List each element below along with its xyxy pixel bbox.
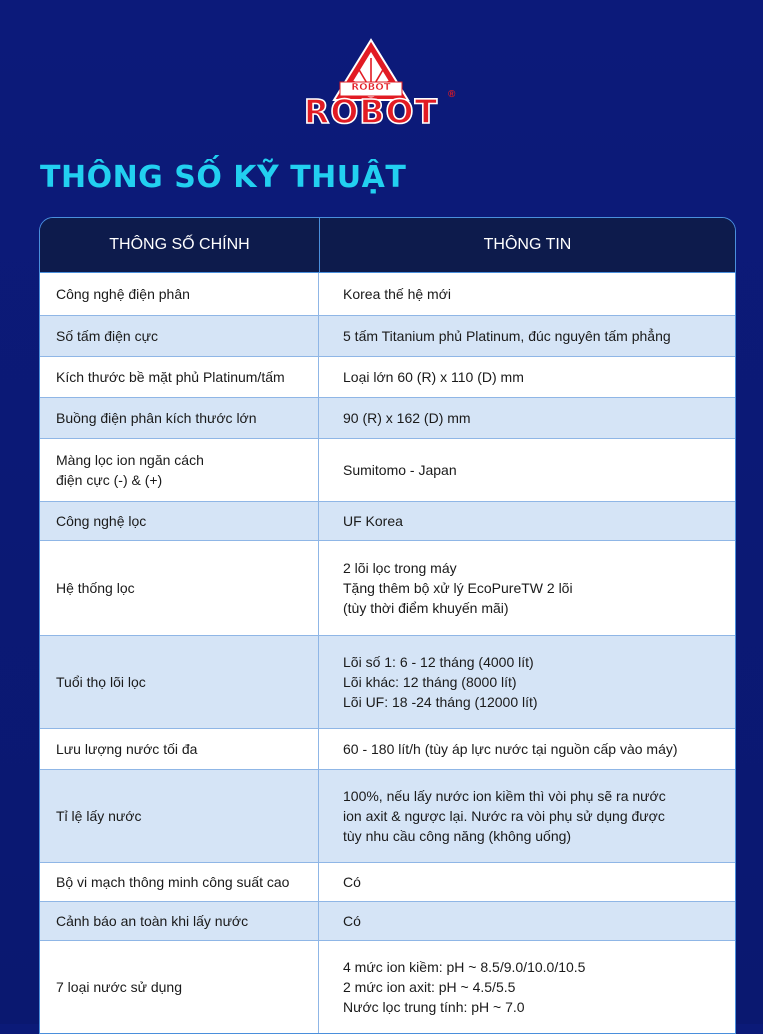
- spec-value-line: (tùy thời điểm khuyến mãi): [343, 600, 509, 616]
- spec-table: [39, 217, 736, 1034]
- spec-label-line: Màng lọc ion ngăn cách: [56, 452, 204, 468]
- table-row: [40, 729, 735, 770]
- registered-mark: ®: [448, 89, 456, 100]
- spec-value-line: Korea thế hệ mới: [343, 286, 452, 302]
- table-row: [40, 941, 735, 1033]
- logo-main-text: ROBOT: [303, 92, 439, 131]
- spec-value-line: Có: [343, 874, 361, 890]
- spec-value-line: Lõi UF: 18 -24 tháng (12000 lít): [343, 694, 538, 710]
- logo-small-text: ROBOT: [351, 82, 391, 93]
- table-row: [40, 273, 735, 316]
- spec-value-line: Tặng thêm bộ xử lý EcoPureTW 2 lõi: [343, 580, 573, 596]
- table-row: [40, 398, 735, 439]
- table-body: [40, 273, 735, 1033]
- spec-label-line: Công nghệ lọc: [56, 513, 147, 529]
- spec-label-line: Bộ vi mạch thông minh công suất cao: [56, 874, 290, 890]
- spec-label: [40, 439, 319, 501]
- spec-label: [40, 273, 319, 315]
- table-row: [40, 636, 735, 729]
- spec-value-line: 60 - 180 lít/h (tùy áp lực nước tại nguồn cấp vào máy): [343, 741, 678, 757]
- spec-value-line: 5 tấm Titanium phủ Platinum, đúc nguyên tấm phẳng: [343, 328, 671, 344]
- spec-value: [319, 357, 735, 397]
- table-row: [40, 357, 735, 398]
- header-info: THÔNG TIN: [483, 236, 572, 253]
- spec-value-line: 90 (R) x 162 (D) mm: [343, 410, 471, 426]
- spec-value: [319, 902, 735, 940]
- spec-value: [319, 941, 735, 1033]
- spec-value-line: Loại lớn 60 (R) x 110 (D) mm: [343, 369, 524, 385]
- spec-label: [40, 357, 319, 397]
- spec-value: [319, 770, 735, 862]
- table-row: [40, 541, 735, 636]
- spec-value: [319, 398, 735, 438]
- spec-label: [40, 541, 319, 635]
- spec-value-line: UF Korea: [343, 513, 403, 529]
- spec-label: [40, 902, 319, 940]
- spec-value: [319, 636, 735, 728]
- table-row: [40, 316, 735, 357]
- table-row: [40, 902, 735, 941]
- spec-label: [40, 316, 319, 356]
- spec-label-line: Tỉ lệ lấy nước: [56, 808, 142, 824]
- spec-label: [40, 398, 319, 438]
- spec-label: [40, 636, 319, 728]
- spec-label-line: Kích thước bề mặt phủ Platinum/tấm: [56, 369, 285, 385]
- spec-label: [40, 941, 319, 1033]
- spec-value-line: 100%, nếu lấy nước ion kiềm thì vòi phụ sẽ ra nước: [343, 788, 666, 804]
- table-row: [40, 863, 735, 902]
- spec-label-line: Cảnh báo an toàn khi lấy nước: [56, 913, 249, 929]
- spec-label-line: Số tấm điện cực: [56, 328, 158, 344]
- spec-label-line: Tuổi thọ lõi lọc: [56, 674, 146, 690]
- spec-value-line: ion axit & ngược lại. Nước ra vòi phụ sử dụng được: [343, 808, 665, 824]
- spec-value-line: Nước lọc trung tính: pH ~ 7.0: [343, 999, 525, 1015]
- spec-value-line: Lõi số 1: 6 - 12 tháng (4000 lít): [343, 654, 534, 670]
- spec-value: [319, 541, 735, 635]
- table-row: [40, 502, 735, 541]
- table-header: [40, 218, 735, 273]
- spec-value-line: 2 lõi lọc trong máy: [343, 560, 457, 576]
- header-main-spec: THÔNG SỐ CHÍNH: [40, 218, 320, 272]
- spec-value: [319, 863, 735, 901]
- spec-label: [40, 729, 319, 769]
- table-row: [40, 770, 735, 863]
- robot-logo: [278, 38, 464, 132]
- spec-label-line: điện cực (-) & (+): [56, 472, 163, 488]
- spec-label-line: Hệ thống lọc: [56, 580, 135, 596]
- spec-value-line: Có: [343, 913, 361, 929]
- spec-value: [319, 273, 735, 315]
- spec-value-line: 4 mức ion kiềm: pH ~ 8.5/9.0/10.0/10.5: [343, 959, 586, 975]
- spec-label: [40, 770, 319, 862]
- spec-label-line: Lưu lượng nước tối đa: [56, 741, 198, 757]
- spec-value: [319, 439, 735, 501]
- spec-label: [40, 502, 319, 540]
- spec-label-line: Buồng điện phân kích thước lớn: [56, 410, 257, 426]
- spec-label-line: Công nghệ điện phân: [56, 286, 190, 302]
- spec-label-line: 7 loại nước sử dụng: [56, 979, 182, 995]
- spec-value-line: Lõi khác: 12 tháng (8000 lít): [343, 674, 517, 690]
- spec-value-line: 2 mức ion axit: pH ~ 4.5/5.5: [343, 979, 516, 995]
- spec-value: [319, 316, 735, 356]
- spec-value-line: Sumitomo - Japan: [343, 462, 457, 478]
- page-title: THÔNG SỐ KỸ THUẬT: [40, 160, 407, 195]
- spec-label: [40, 863, 319, 901]
- table-row: [40, 439, 735, 502]
- spec-value: [319, 729, 735, 769]
- spec-value-line: tùy nhu cầu công năng (không uống): [343, 828, 572, 844]
- spec-value: [319, 502, 735, 540]
